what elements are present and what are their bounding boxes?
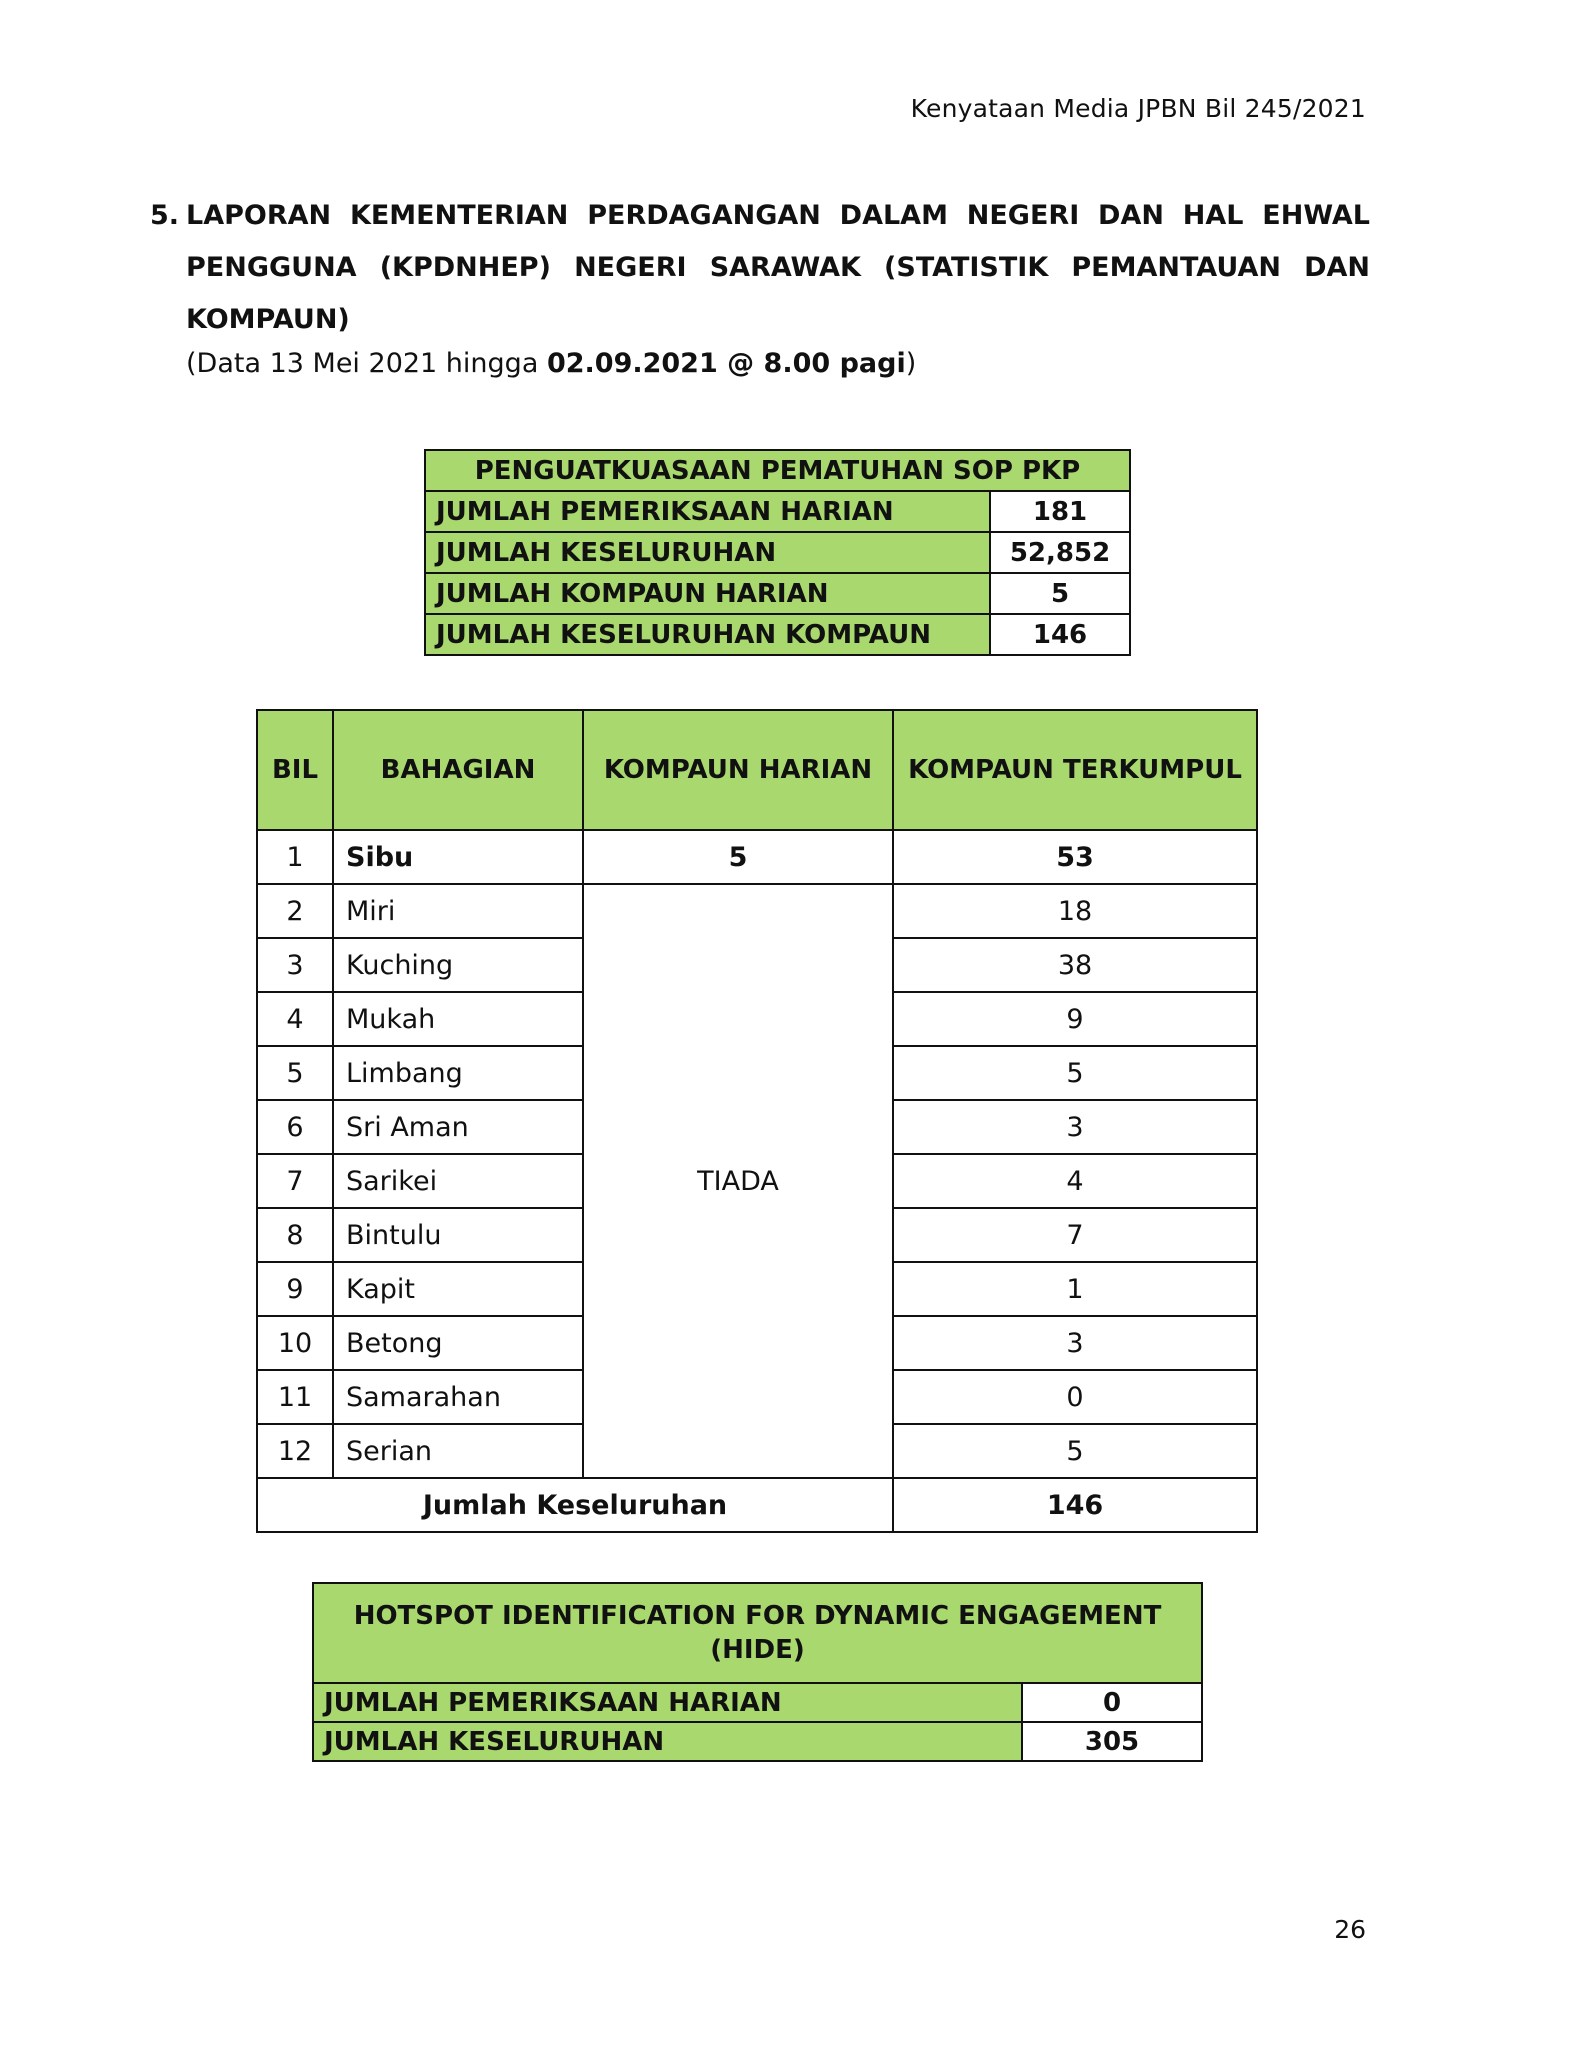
row-label: JUMLAH KESELURUHAN [425, 532, 990, 573]
cell-bil: 6 [257, 1100, 333, 1154]
row-label: JUMLAH PEMERIKSAAN HARIAN [425, 491, 990, 532]
cell-bil: 9 [257, 1262, 333, 1316]
data-date-range [186, 344, 916, 384]
cell-bahagian: Limbang [333, 1046, 583, 1100]
row-value: 181 [990, 491, 1130, 532]
cell-bil: 4 [257, 992, 333, 1046]
sop-enforcement-table [424, 449, 1131, 656]
table-header-row [257, 710, 1257, 830]
row-value: 52,852 [990, 532, 1130, 573]
cell-bil: 10 [257, 1316, 333, 1370]
cell-kompaun-terkumpul: 9 [893, 992, 1257, 1046]
section-title-line: KOMPAUN) [186, 304, 350, 335]
table-row [313, 1683, 1202, 1722]
row-label: JUMLAH KOMPAUN HARIAN [425, 573, 990, 614]
cell-kompaun-terkumpul: 3 [893, 1100, 1257, 1154]
column-header: BIL [257, 710, 333, 830]
cell-kompaun-terkumpul: 1 [893, 1262, 1257, 1316]
table-title: PENGUATKUASAAN PEMATUHAN SOP PKP [425, 450, 1130, 491]
row-label: JUMLAH KESELURUHAN [313, 1722, 1022, 1761]
total-label: Jumlah Keseluruhan [257, 1478, 893, 1532]
cell-kompaun-terkumpul: 0 [893, 1370, 1257, 1424]
section-title-line: PENGGUNA (KPDNHEP) NEGERI SARAWAK (STATISTIK PEMANTAUAN DAN [186, 252, 1370, 283]
row-value: 5 [990, 573, 1130, 614]
cell-bahagian: Mukah [333, 992, 583, 1046]
cell-bahagian: Samarahan [333, 1370, 583, 1424]
total-value: 146 [893, 1478, 1257, 1532]
cell-bahagian: Serian [333, 1424, 583, 1478]
cell-bil: 2 [257, 884, 333, 938]
section-number: 5. [150, 200, 180, 231]
column-header: BAHAGIAN [333, 710, 583, 830]
cell-bil: 7 [257, 1154, 333, 1208]
table-row [425, 491, 1130, 532]
cell-bil: 3 [257, 938, 333, 992]
table-row [257, 830, 1257, 884]
section-title-line: LAPORAN KEMENTERIAN PERDAGANGAN DALAM NEGERI DAN HAL EHWAL [186, 200, 1370, 231]
section-title [150, 190, 1370, 346]
table-row [425, 532, 1130, 573]
cell-bahagian: Bintulu [333, 1208, 583, 1262]
table-row [313, 1722, 1202, 1761]
cell-kompaun-terkumpul: 3 [893, 1316, 1257, 1370]
table-row [425, 573, 1130, 614]
cell-kompaun-terkumpul: 4 [893, 1154, 1257, 1208]
date-suffix: ) [905, 348, 917, 379]
cell-bil: 5 [257, 1046, 333, 1100]
cell-bahagian: Sri Aman [333, 1100, 583, 1154]
cell-bahagian: Betong [333, 1316, 583, 1370]
date-bold: 02.09.2021 @ 8.00 pagi [546, 348, 906, 379]
cell-kompaun-terkumpul: 5 [893, 1046, 1257, 1100]
total-row [257, 1478, 1257, 1532]
cell-kompaun-terkumpul: 18 [893, 884, 1257, 938]
cell-bahagian: Sarikei [333, 1154, 583, 1208]
row-value: 0 [1022, 1683, 1202, 1722]
kompaun-table [256, 709, 1258, 1533]
cell-bil: 11 [257, 1370, 333, 1424]
cell-kompaun-terkumpul: 7 [893, 1208, 1257, 1262]
document-reference: Kenyataan Media JPBN Bil 245/2021 [910, 94, 1366, 123]
hide-table [312, 1582, 1203, 1762]
row-value: 146 [990, 614, 1130, 655]
cell-kompaun-harian-merged: TIADA [583, 884, 893, 1478]
column-header: KOMPAUN TERKUMPUL [893, 710, 1257, 830]
cell-bahagian: Kapit [333, 1262, 583, 1316]
cell-bil: 1 [257, 830, 333, 884]
cell-bahagian: Kuching [333, 938, 583, 992]
cell-kompaun-harian: 5 [583, 830, 893, 884]
cell-bil: 12 [257, 1424, 333, 1478]
row-label: JUMLAH KESELURUHAN KOMPAUN [425, 614, 990, 655]
page-number: 26 [1334, 1915, 1366, 1944]
cell-bahagian: Miri [333, 884, 583, 938]
cell-kompaun-terkumpul: 53 [893, 830, 1257, 884]
table-row [257, 884, 1257, 938]
cell-bahagian: Sibu [333, 830, 583, 884]
cell-bil: 8 [257, 1208, 333, 1262]
cell-kompaun-terkumpul: 38 [893, 938, 1257, 992]
cell-kompaun-terkumpul: 5 [893, 1424, 1257, 1478]
table-title: HOTSPOT IDENTIFICATION FOR DYNAMIC ENGAGEMENT (HIDE) [313, 1583, 1202, 1683]
column-header: KOMPAUN HARIAN [583, 710, 893, 830]
date-prefix: (Data 13 Mei 2021 hingga [186, 348, 547, 379]
table-row [425, 614, 1130, 655]
row-label: JUMLAH PEMERIKSAAN HARIAN [313, 1683, 1022, 1722]
row-value: 305 [1022, 1722, 1202, 1761]
